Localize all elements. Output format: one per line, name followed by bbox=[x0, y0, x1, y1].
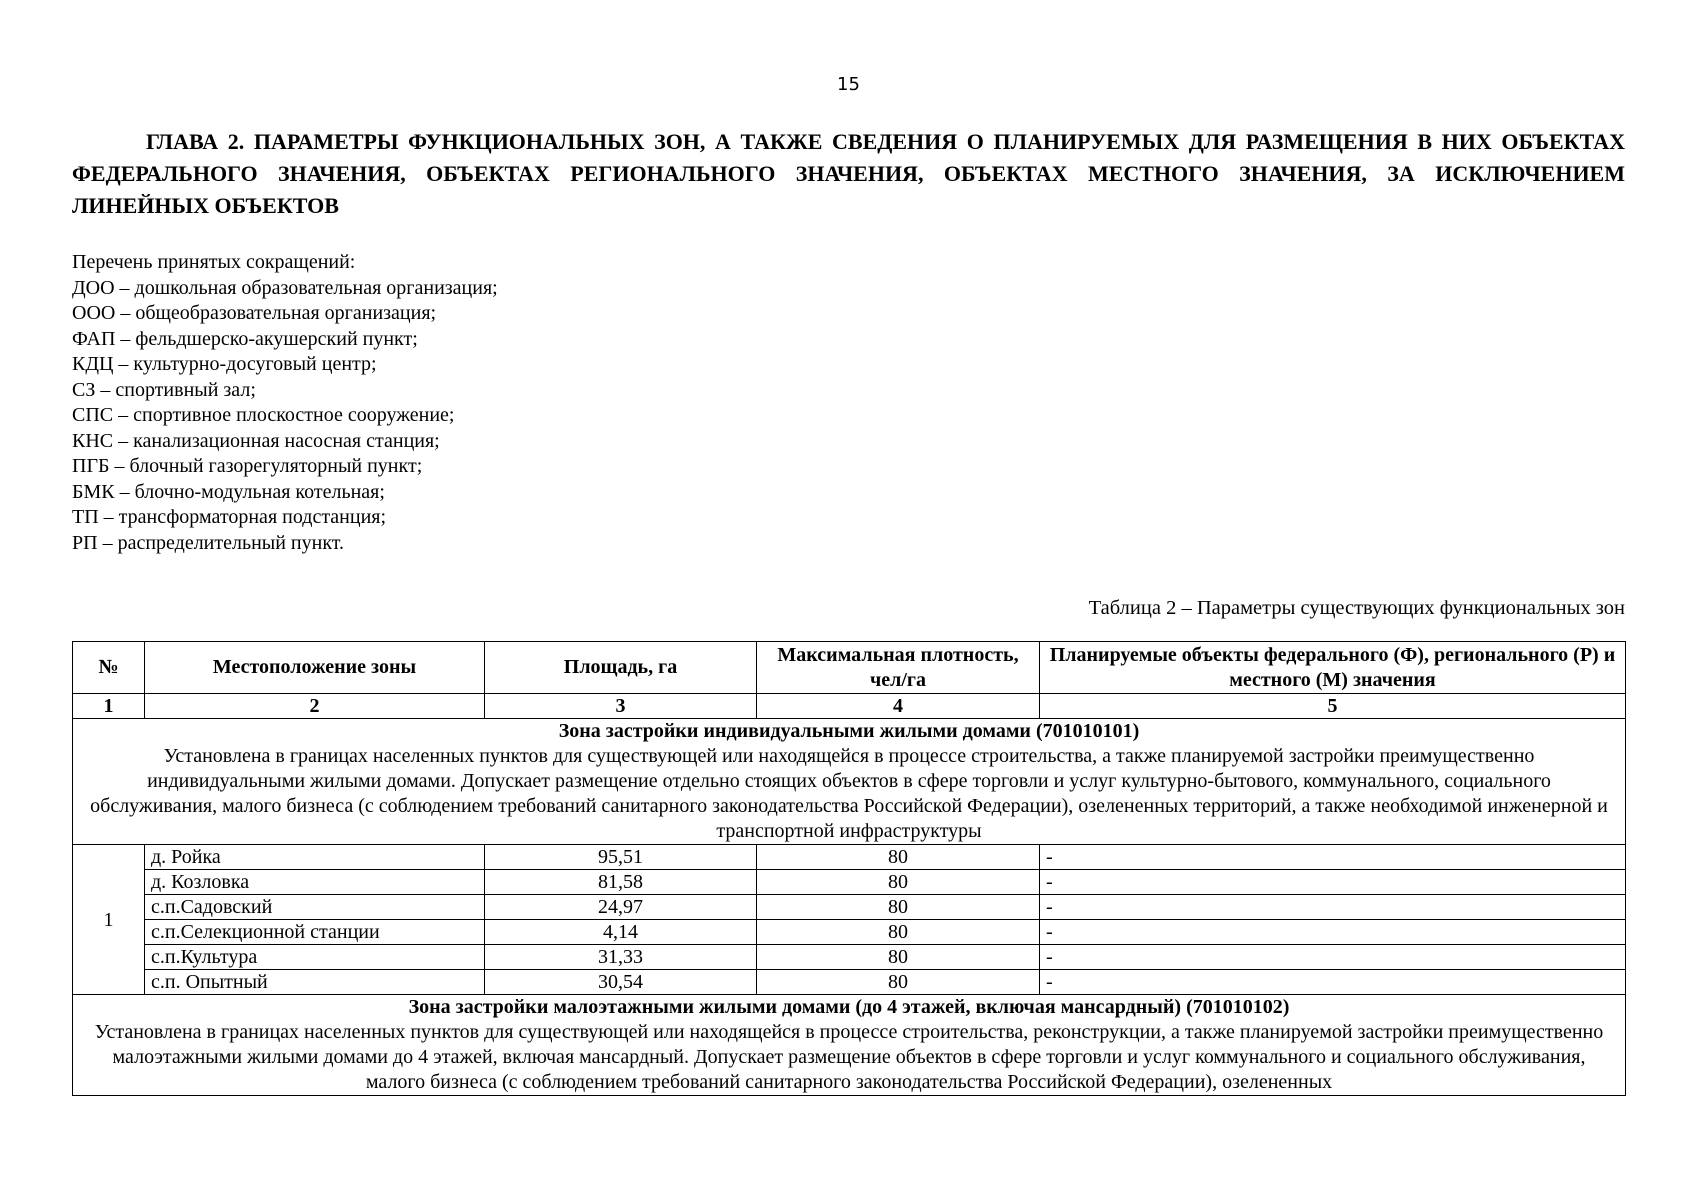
column-number: 1 bbox=[73, 694, 145, 719]
abbreviation-item: ПГБ – блочный газорегуляторный пункт; bbox=[72, 455, 423, 477]
abbreviation-item: СПС – спортивное плоскостное сооружение; bbox=[72, 404, 455, 426]
header-location: Местоположение зоны bbox=[145, 642, 485, 694]
table-row bbox=[73, 970, 1626, 995]
location-cell: д. Козловка bbox=[145, 870, 485, 895]
area-cell: 30,54 bbox=[485, 970, 757, 995]
objects-cell: - bbox=[1040, 845, 1626, 870]
row-number: 1 bbox=[73, 845, 145, 995]
header-area: Площадь, га bbox=[485, 642, 757, 694]
table-row bbox=[73, 845, 1626, 870]
location-cell: с.п. Опытный bbox=[145, 970, 485, 995]
zone-description: Установлена в границах населенных пунктов для существующей или находящейся в процессе строительства, реконструкции, а также планируемой застройки преимущественно малоэтажными жилыми домами до 4 этажей, включая мансардный. Допускает размещение объектов в сфере торговли и услуг коммунального и социального обслуживания, малого бизнеса (с соблюдением требований санитарного законодательства Российской Федерации), озелененных bbox=[94, 1021, 1604, 1093]
abbreviation-item: ДОО – дошкольная образовательная организация; bbox=[72, 276, 498, 299]
zone-description: Установлена в границах населенных пунктов для существующей или находящейся в процессе строительства, а также планируемой застройки преимущественно индивидуальными жилыми домами. Допускает размещение отдельно стоящих объектов в сфере торговли и услуг культурно-бытового, коммунального, социального обслуживания, малого бизнеса (с соблюдением требований санитарного законодательства Российской Федерации), озелененных территорий, а также необходимой инженерной и транспортной инфраструктуры bbox=[90, 745, 1608, 842]
abbreviation-item: ФАП – фельдшерско-акушерский пункт; bbox=[72, 327, 418, 350]
table-row bbox=[73, 895, 1626, 920]
area-cell: 4,14 bbox=[485, 920, 757, 945]
abbreviations-heading: Перечень принятых сокращений: bbox=[72, 251, 356, 273]
table-caption: Таблица 2 – Параметры существующих функциональных зон bbox=[1088, 597, 1625, 619]
zone-title: Зона застройки малоэтажными жилыми домами (до 4 этажей, включая мансардный) (701010102) bbox=[408, 996, 1290, 1018]
objects-cell: - bbox=[1040, 970, 1626, 995]
abbreviation-item: КДЦ – культурно-досуговый центр; bbox=[72, 353, 377, 375]
zone-row bbox=[73, 995, 1626, 1096]
location-cell: с.п.Садовский bbox=[145, 895, 485, 920]
chapter-title: ГЛАВА 2. ПАРАМЕТРЫ ФУНКЦИОНАЛЬНЫХ ЗОН, А ТАКЖЕ СВЕДЕНИЯ О ПЛАНИРУЕМЫХ ДЛЯ РАЗМЕЩЕНИЯ В НИХ ОБЪЕКТАХ ФЕДЕРАЛЬНОГО ЗНАЧЕНИЯ, ОБЪЕКТАХ РЕГИОНАЛЬНОГО ЗНАЧЕНИЯ, ОБЪЕКТАХ МЕСТНОГО ЗНАЧЕНИЯ, ЗА ИСКЛЮЧЕНИЕМ ЛИНЕЙНЫХ ОБЪЕКТОВ bbox=[72, 129, 1625, 218]
abbreviation-item: ООО – общеобразовательная организация; bbox=[72, 302, 437, 324]
zone-title: Зона застройки индивидуальными жилыми домами (701010101) bbox=[558, 720, 1140, 742]
zone-cell bbox=[73, 995, 1626, 1096]
objects-cell: - bbox=[1040, 895, 1626, 920]
area-cell: 24,97 bbox=[485, 895, 757, 920]
abbreviation-item: СЗ – спортивный зал; bbox=[72, 378, 256, 401]
abbreviation-item: БМК – блочно-модульная котельная; bbox=[72, 480, 385, 503]
area-cell: 81,58 bbox=[485, 870, 757, 895]
density-cell: 80 bbox=[757, 870, 1040, 895]
zones-parameters-table bbox=[72, 641, 1626, 1096]
density-cell: 80 bbox=[757, 895, 1040, 920]
table-row bbox=[73, 870, 1626, 895]
location-cell: д. Ройка bbox=[145, 845, 485, 870]
location-cell: с.п.Культура bbox=[145, 945, 485, 970]
zone-cell bbox=[73, 719, 1626, 845]
page-number: 15 bbox=[837, 74, 860, 95]
objects-cell: - bbox=[1040, 870, 1626, 895]
area-cell: 95,51 bbox=[485, 845, 757, 870]
abbreviation-item: КНС – канализационная насосная станция; bbox=[72, 429, 440, 452]
table-header-row bbox=[73, 642, 1626, 694]
objects-cell: - bbox=[1040, 920, 1626, 945]
density-cell: 80 bbox=[757, 970, 1040, 995]
header-number: № bbox=[73, 642, 145, 694]
location-cell: с.п.Селекционной станции bbox=[145, 920, 485, 945]
abbreviation-item: ТП – трансформаторная подстанция; bbox=[72, 506, 387, 528]
header-planned-objects: Планируемые объекты федерального (Ф), регионального (Р) и местного (М) значения bbox=[1040, 642, 1626, 694]
column-number: 4 bbox=[757, 694, 1040, 719]
density-cell: 80 bbox=[757, 845, 1040, 870]
table-row bbox=[73, 945, 1626, 970]
column-number: 2 bbox=[145, 694, 485, 719]
area-cell: 31,33 bbox=[485, 945, 757, 970]
header-density: Максимальная плотность, чел/га bbox=[757, 642, 1040, 694]
density-cell: 80 bbox=[757, 945, 1040, 970]
abbreviations-list bbox=[72, 250, 972, 556]
column-numbers-row bbox=[73, 694, 1626, 719]
column-number: 3 bbox=[485, 694, 757, 719]
zone-row bbox=[73, 719, 1626, 845]
density-cell: 80 bbox=[757, 920, 1040, 945]
table-row bbox=[73, 920, 1626, 945]
objects-cell: - bbox=[1040, 945, 1626, 970]
abbreviation-item: РП – распределительный пункт. bbox=[72, 531, 345, 554]
column-number: 5 bbox=[1040, 694, 1626, 719]
